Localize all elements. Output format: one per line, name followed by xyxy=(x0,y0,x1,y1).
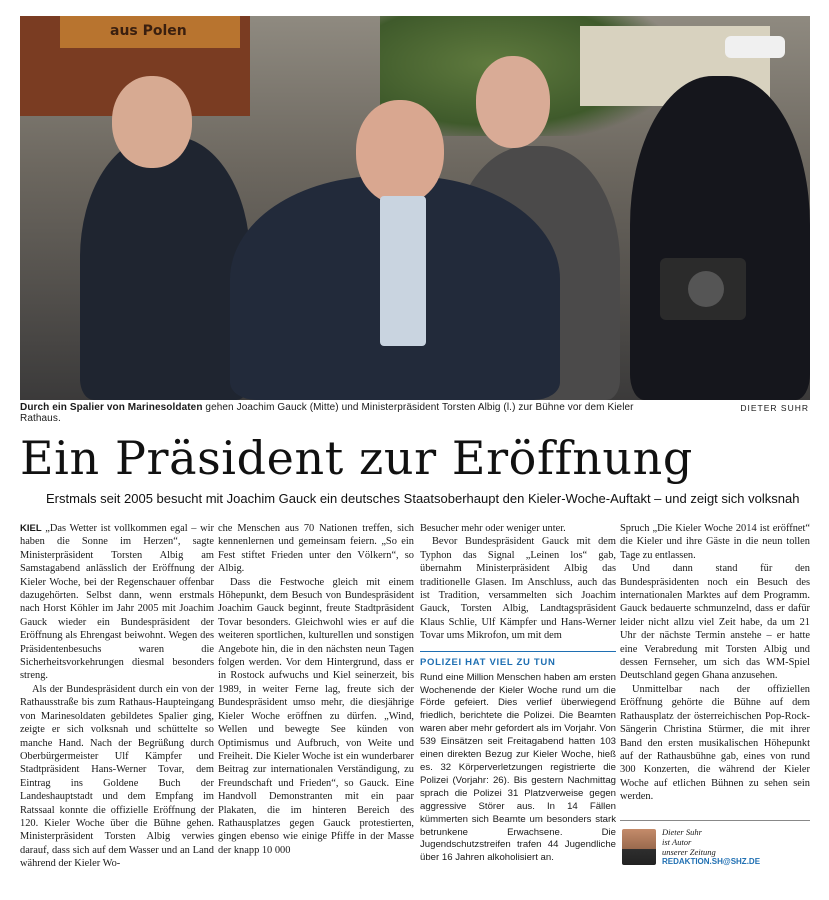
article-paragraph xyxy=(20,522,214,683)
article-column-1 xyxy=(20,522,214,871)
article-paragraph: Dass die Festwoche gleich mit einem Höhepunkt, dem Besuch von Bundespräsident Joachim Gauck beginnt, freute Stadtpräsident Tovar besonders. Gleichwohl wies er auf die weiteren sportlichen, kulturellen und sonstigen Angebote hin, die in den nächsten neun Tagen folgen werden. Vor dem Hintergrund, dass er in Rostock aufwuchs und Kiel seinerzeit, bis 1989, in weiter Ferne lag, freute sich der Bundespräsident umso mehr, die diesjährige Kieler Woche eröffnen zu dürfen. „Wind, Wellen und bewegte See künden von Optimismus und Aufbruch, von Weite und Freiheit. Die Kieler Woche ist ein wunderbarer Beitrag zur internationalen Verständigung, zu Freundschaft und Frieden“, so Gauck. Eine Handvoll Demonstranten mit ein paar Plakaten, die im hinteren Bereich des Rathausplatzes gegen Gauck protestierten, gingen ebenso wie einige Pfiffe in der Masse der knapp 10 000 xyxy=(218,576,414,856)
article-photo xyxy=(20,16,810,400)
article-paragraph: Bevor Bundespräsident Gauck mit dem Typhon das Signal „Leinen los“ gab, übernahm Ministerpräsident Albig das traditionelle Glasen. Im Anschluss, auch das ist Tradition, versammelten sich Joachim Gauck, Torsten Albig, Landtagspräsident Klaus Schlie, Ulf Kämpfer und Hans-Werner Tovar ums Mikrofon, um mit dem xyxy=(420,536,616,642)
author-info xyxy=(662,827,760,866)
author-email-link[interactable]: REDAKTION.SH@SHZ.DE xyxy=(662,857,761,866)
dateline: KIEL xyxy=(20,523,42,534)
author-role: ist Autor xyxy=(662,837,692,847)
photo-face-albig xyxy=(112,76,192,168)
article-column-2 xyxy=(218,522,414,857)
article-paragraph: Unmittelbar nach der offiziellen Eröffnung gehörte die Bühne auf dem Rathausplatz der österreichischen Pop-Rock-Sängerin Christina Stürmer, die mit ihrer Band den ersten musikalischen Höhepunkt auf der Rathausbühne gab, eines von rund 300 Konzerten, die während der Kieler Woche auf etlichen Bühnen zu sehen sein werden. xyxy=(620,683,810,803)
subheadline: Erstmals seit 2005 besucht mit Joachim Gauck ein deutsches Staatsoberhaupt den Kieler-Woche-Auftakt – und zeigt sich volksnah xyxy=(46,491,800,506)
author-avatar xyxy=(622,829,656,865)
article-paragraph: Besucher mehr oder weniger unter. xyxy=(420,523,566,534)
author-paper: unserer Zeitung xyxy=(662,847,716,857)
article-paragraph: Und dann stand für den Bundespräsidenten noch ein Besuch des internationalen Marktes auf dem Programm. Gauck bedauerte schmunzelnd, dass er dafür leider nicht allzu viel Zeit habe, da um 21 Uhr der nächste Termin anstehe – er hatte eine Verabredung mit Torsten Albig und dessen Fernseher, um sich das WM-Spiel Deutschland gegen Ghana anzusehen. xyxy=(620,563,810,682)
photo-sign: aus Polen xyxy=(60,16,240,48)
photo-face-right xyxy=(476,56,550,148)
article-text: „Das Wetter ist vollkommen egal – wir haben die Sonne im Herzen“, sagte Ministerpräsident Torsten Albig am Samstagabend anlässlich der Eröffnung der Kieler Woche, bei der Regenschauer offenbar dazugehörten. Selbst dann, wenn erstmals nach Horst Köhler im Jahr 2005 mit Joachim Gauck wieder ein Bundespräsident der Eröffnung als Ehrengast beiwohnt. Wegen des Präsidentenbesuchs waren die Sicherheitsvorkehrungen diesmal besonders streng. xyxy=(20,523,214,682)
headline: Ein Präsident zur Eröffnung xyxy=(20,431,693,485)
photo-caption-rest: gehen Joachim Gauck (Mitte) und Ministerpräsident Torsten Albig (l.) zur Bühne vor dem Kieler Rathaus. xyxy=(20,402,634,424)
photo-sailor-cap xyxy=(725,36,785,58)
photo-caption-bold: Durch ein Spalier von Marinesoldaten xyxy=(20,402,203,413)
article-paragraph: Als der Bundespräsident durch ein von der Rathausstraße bis zum Rathaus-Haupteingang von Marinesoldaten gebildetes Spalier ging, zeigte er sich volksnah und schüttelte so manche Hand. Nach der Begrüßung durch Oberbürgermeister Ulf Kämpfer und Stadtpräsident Hans-Werner Tovar, dem Eintrag ins Goldene Buch der Landeshauptstadt und dem Empfang im Ratssaal konnte die offizielle Eröffnung der 120. Kieler Woche über die Bühne gehen. Ministerpräsident Torsten Albig verwies darauf, dass sich auf dem Wasser und an Land während der Kieler Wo- xyxy=(20,683,214,870)
police-section-heading: POLIZEI HAT VIEL ZU TUN xyxy=(420,651,616,668)
author-name: Dieter Suhr xyxy=(662,827,702,837)
photo-marine-soldier xyxy=(630,76,810,400)
article-paragraph: Spruch „Die Kieler Woche 2014 ist eröffnet“ die Kieler und ihre Gäste in die neun tollen Tage zu entlassen. xyxy=(620,523,810,561)
author-box xyxy=(620,820,810,868)
article-column-4 xyxy=(620,522,810,804)
article-column-3 xyxy=(420,522,616,865)
photo-caption xyxy=(20,402,640,424)
police-section-text: Rund eine Million Menschen haben am ersten Wochenende der Kieler Woche rund um die Förde gefeiert. Dies verlief überwiegend friedlich, berichtete die Polizei. Die Beamten waren aber mehr gefordert als im Vorjahr. Von 539 Einsätzen seit Freitagabend hatten 103 einen direkten Bezug zur Kieler Woche, hieß es. 32 Körperverletzungen registrierte die Polizei (Vorjahr: 26). Bis gestern Nachmittag sprach die Polizei 31 Platzverweise gegen aggressive Störer aus. In 14 Fällen kümmerten sich Beamte um besonders stark betrunkene Erwachsene. Die Jugendschutzstreifen trafen 44 Jugendliche über 16 Jahren alkoholisiert an. xyxy=(420,671,616,864)
photo-camera-lens xyxy=(688,271,724,307)
photo-person-albig xyxy=(80,136,250,400)
photo-face-gauck xyxy=(356,100,444,204)
photo-shirt-gauck xyxy=(380,196,426,346)
photo-credit: DIETER SUHR xyxy=(740,403,809,413)
article-paragraph: che Menschen aus 70 Nationen treffen, sich kennenlernen und gemeinsam feiern. „So ein Fest stiftet Frieden unter den Völkern“, so Albig. xyxy=(218,523,414,575)
